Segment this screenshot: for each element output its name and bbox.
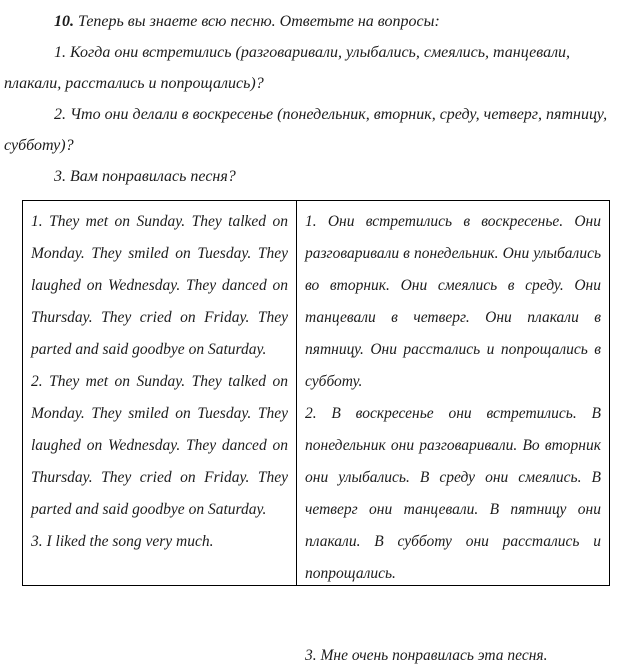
answers-column-english (23, 201, 297, 585)
answer-english-2: 2. They met on Sunday. They talked on Monday. They smiled on Tuesday. They laughed on Wednesday. They danced on Thursday. They cried on Friday. They parted and said goodbye on Saturday. (31, 373, 288, 518)
answer-russian-1: 1. Они встретились в воскресенье. Они разговаривали в понедельник. Они улыбались во вторник. Они смеялись в среду. Они танцевали в четверг. Они плакали в пятницу. Они расстались и попрощались в субботу. (305, 213, 601, 390)
answers-table (22, 200, 610, 664)
answers-column-russian (297, 201, 609, 664)
answer-english-1: 1. They met on Sunday. They talked on Monday. They smiled on Tuesday. They laughed on Wednesday. They danced on Thursday. They cried on Friday. They parted and said goodbye on Saturday. (31, 213, 288, 358)
answer-russian-3: 3. Мне очень понравилась эта песня. (305, 647, 548, 664)
question-2: 2. Что они делали в воскресенье (понедельник, вторник, среду, четверг, пятницу, субботу)? (4, 106, 608, 154)
exercise-number: 10. (54, 13, 74, 30)
exercise-heading (4, 6, 627, 37)
question-1: 1. Когда они встретились (разговаривали, улыбались, смеялись, танцевали, плакали, расстались и попрощались)? (4, 44, 571, 92)
question-3: 3. Вам понравилась песня? (54, 168, 236, 185)
exercise-instruction: Теперь вы знаете всю песню. Ответьте на вопросы: (78, 13, 440, 30)
answer-english-3: 3. I liked the song very much. (31, 533, 214, 550)
answer-russian-2: 2. В воскресенье они встретились. В понедельник они разговаривали. Во вторник они улыбались. В среду они смеялись. В четверг они танцевали. В пятницу они плакали. В субботу они расстались и попрощались. (305, 405, 601, 582)
